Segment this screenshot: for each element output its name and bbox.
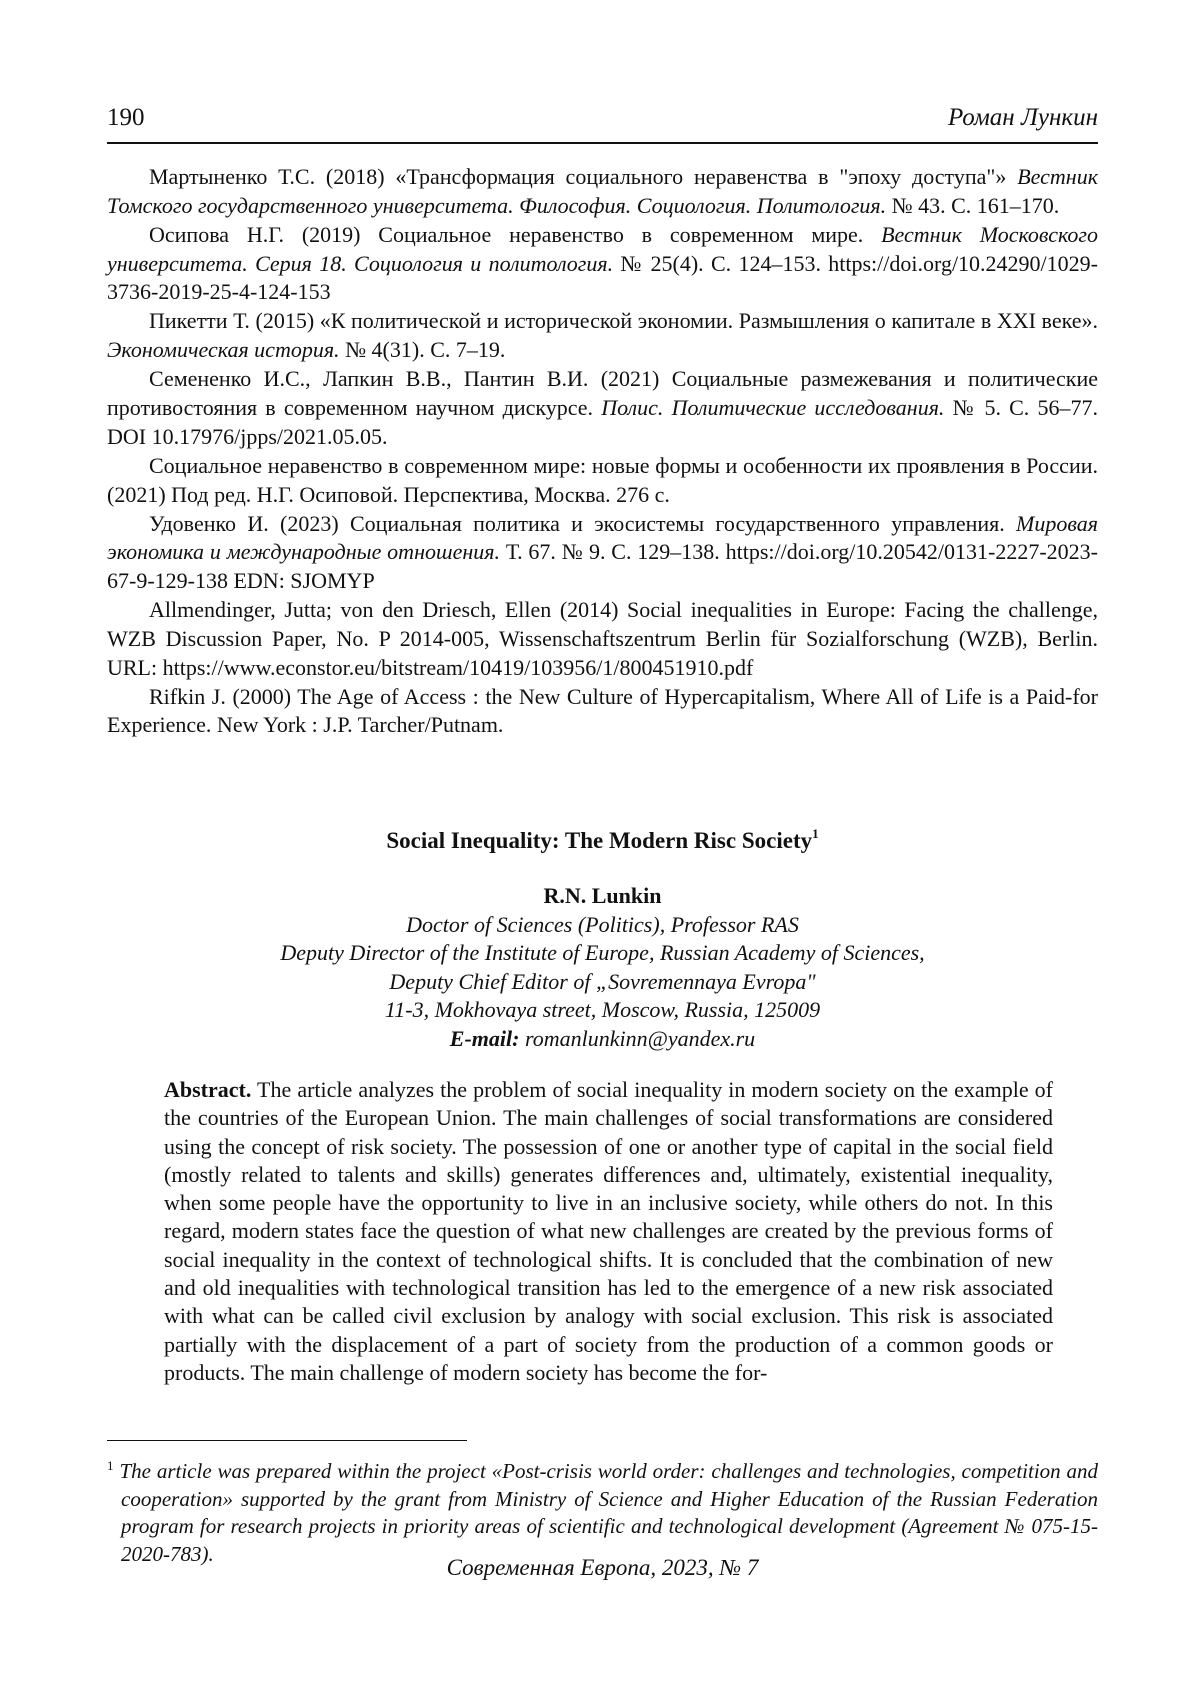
reference-item (107, 596, 1098, 682)
ref-text: Rifkin J. (2000) The Age of Access : the New Culture of Hypercapitalism, Where All of Life is a Paid-for Experience. New York : J.P. Tarcher/Putnam. (107, 683, 1098, 738)
ref-source: Вестник Томского государственного университета. Философия. Социология. Политология. (107, 164, 1098, 218)
ref-text: Удовенко И. (2023) Социальная политика и экосистемы государственного управления. (149, 510, 1017, 536)
ref-source: Вестник Московского университета. Серия 18. Социология и политология. (107, 221, 1098, 276)
ref-details: № 5. С. 56–77. DOI 10.17976/jpps/2021.05.05. (107, 394, 1098, 449)
reference-item (107, 307, 1098, 365)
page-number: 190 (107, 104, 145, 131)
author-position: Deputy Director of the Institute of Europe, Russian Academy of Sciences, (280, 940, 925, 966)
ref-text: Семененко И.С., Лапкин В.В., Пантин В.И. (2021) Социальные размежевания и политические противостояния в современном научном дискурсе. (107, 366, 1098, 420)
article-title-text: Social Inequality: The Modern Risc Society (386, 828, 813, 853)
ref-text: Социальное неравенство в современном мире: новые формы и особенности их проявления в России. (2021) Под ред. Н.Г. Осиповой. Перспектива, Москва. 276 с. (107, 452, 1098, 507)
ref-source: Полис. Политические исследования. (601, 394, 945, 420)
author-address: 11-3, Mokhovaya street, Moscow, Russia, 125009 (384, 997, 821, 1023)
running-head: Роман Лункин (947, 104, 1098, 131)
journal-footer: Современная Европа, 2023, № 7 (446, 1555, 759, 1580)
title-footnote-mark: 1 (812, 826, 819, 841)
footnote-divider (107, 1440, 467, 1441)
abstract (164, 1076, 1053, 1387)
ref-text: Пикетти Т. (2015) «К политической и исторической экономии. Размышления о капитале в XXI веке». (149, 308, 1098, 334)
reference-item (107, 163, 1098, 221)
email-label: E-mail: (449, 1025, 520, 1051)
ref-text: Осипова Н.Г. (2019) Социальное неравенство в современном мире. (149, 221, 882, 247)
footnote-text: The article was prepared within the project «Post-crisis world order: challenges and technologies, competition and cooperation» supported by the grant from Ministry of Science and Higher Education of the Russian Federation program for research projects in priority areas of scientific and technological development (Agreement № 075-15-2020-783). (119, 1459, 1098, 1566)
article-title (107, 826, 1098, 854)
ref-source: Экономическая история. (107, 337, 340, 363)
abstract-text: The article analyzes the problem of social inequality in modern society on the example of the countries of the European Union. The main challenges of social transformations are considered using the concept of risk society. The possession of one or another type of capital in the social field (mostly related to talents and skills) generates differences and, ultimately, existential inequality, when some people have the opportunity to live in an inclusive society, while others do not. In this regard, modern states face the question of what new challenges are created by the previous forms of social inequality in the context of technological shifts. It is concluded that the combination of new and old inequalities with technological transition has led to the emergence of a new risk associated with what can be called civil exclusion by analogy with social exclusion. This risk is associated partially with the displacement of a part of society from the production of a common goods or products. The main challenge of modern society has become the for- (164, 1077, 1053, 1385)
reference-item (107, 221, 1098, 307)
ref-details: № 25(4). С. 124–153. https://doi.org/10.24290/1029-3736-2019-25-4-124-153 (107, 250, 1098, 305)
author-degree: Doctor of Sciences (Politics), Professor RAS (406, 911, 799, 937)
ref-details: № 43. С. 161–170. (886, 192, 1060, 218)
reference-item (107, 683, 1098, 741)
author-name: R.N. Lunkin (543, 883, 662, 908)
author-email-line (107, 1025, 1098, 1054)
ref-text: Allmendinger, Jutta; von den Driesch, Ellen (2014) Social inequalities in Europe: Facing the challenge, WZB Discussion Paper, No. P 2014-005, Wissenschaftszentrum Berlin für Sozialforschung (WZB), Berlin. URL: https://www.econstor.eu/bitstream/10419/103956/1/800451910.pdf (107, 597, 1098, 680)
ref-details: Т. 67. № 9. С. 129–138. https://doi.org/10.20542/0131-2227-2023-67-9-129-138 EDN: SJOMYP (107, 539, 1098, 594)
reference-item (107, 452, 1098, 510)
ref-source: Мировая экономика и международные отношения. (107, 510, 1098, 565)
page-header (107, 104, 1098, 144)
reference-list (107, 163, 1098, 740)
footnote-mark: 1 (107, 1458, 114, 1473)
author-block (107, 882, 1098, 1054)
footnote (107, 1452, 1098, 1568)
ref-text: Мартыненко Т.С. (2018) «Трансформация социального неравенства в "эпоху доступа"» (149, 164, 1018, 189)
author-editor-role: Deputy Chief Editor of „Sovremennaya Evropa" (389, 968, 816, 994)
reference-item (107, 510, 1098, 596)
author-email: romanlunkinn@yandex.ru (524, 1025, 756, 1051)
ref-details: № 4(31). С. 7–19. (339, 337, 506, 363)
abstract-label: Abstract. (164, 1077, 252, 1102)
reference-item (107, 365, 1098, 451)
